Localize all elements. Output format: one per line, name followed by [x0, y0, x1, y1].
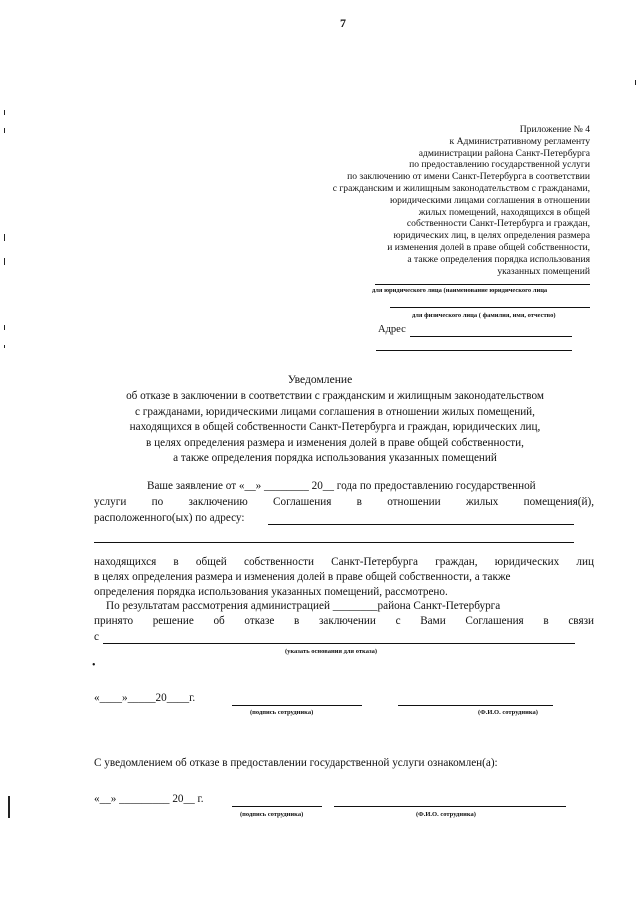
- decision-line: принято решение об отказе в заключении с Вами Соглашения в связи: [94, 615, 594, 627]
- subtitle-line: в целях определения размера и изменения долей в праве общей собственности,: [146, 436, 524, 449]
- administration-line: По результатам рассмотрения администрацией ________района Санкт-Петербурга: [106, 600, 501, 612]
- reason-line[interactable]: [103, 643, 575, 644]
- application-date-line: Ваше заявление от «__» ________ 20__ года по предоставлению государственной: [147, 480, 536, 492]
- annex-line: жилых помещений, находящихся в общей: [418, 206, 590, 218]
- annex-block: [260, 124, 590, 277]
- subtitle-line: а также определения порядка использования указанных помещений: [173, 452, 497, 465]
- fio-caption-1: (Ф.И.О. сотрудника): [478, 709, 538, 716]
- dot-mark: •: [92, 660, 96, 671]
- annex-line: по предоставлению государственной услуги: [409, 159, 590, 171]
- document-title: Уведомление: [287, 373, 353, 386]
- annex-line: администрации района Санкт-Петербурга: [418, 147, 590, 159]
- scan-mark: [4, 325, 5, 330]
- scan-mark: [4, 128, 5, 133]
- signature-caption-2: (подпись сотрудника): [240, 811, 304, 818]
- annex-line: по заключению от имени Санкт-Петербурга в соответствии: [347, 171, 590, 183]
- signature-date-2: «__» _________ 20__ г.: [94, 793, 204, 805]
- physical-name-line[interactable]: [390, 307, 590, 308]
- scan-mark: [4, 234, 5, 241]
- address-label: Адрес: [378, 324, 406, 335]
- address-line-1[interactable]: [410, 336, 572, 337]
- physical-person-caption: для физического лица ( фамилия, имя, отчество): [412, 312, 556, 319]
- service-line: услуги по заключению Соглашения в отношении жилых помещения(й),: [94, 496, 594, 508]
- subtitle-line: находящихся в общей собственности Санкт-Петербурга и граждан, юридических лиц,: [129, 421, 541, 434]
- purpose-line: в целях определения размера и изменения долей в праве общей собственности, а также: [94, 571, 511, 583]
- reason-prefix: с: [94, 631, 99, 643]
- signature-date-1: «____»_____20____г.: [94, 692, 196, 704]
- subtitle-line: с гражданами, юридическими лицами соглашения в отношении жилых помещений,: [135, 405, 535, 418]
- annex-line: а также определения порядка использования: [407, 253, 590, 265]
- annex-line: юридических лиц, в целях определения размера: [393, 230, 590, 242]
- order-line: определения порядка использования указанных помещений, рассмотрено.: [94, 586, 448, 598]
- annex-line: собственности Санкт-Петербурга и граждан,: [406, 218, 590, 230]
- annex-line: с гражданским и жилищным законодательством с гражданами,: [332, 182, 590, 194]
- signature-line-1[interactable]: [232, 705, 362, 706]
- legal-entity-caption: для юридического лица (наименование юридического лица: [372, 287, 548, 294]
- scan-mark: [635, 80, 636, 85]
- annex-line: указанных помещений: [497, 265, 590, 277]
- legal-name-line[interactable]: [375, 284, 590, 285]
- scan-mark: [4, 110, 5, 115]
- annex-line: юридическими лицами соглашения в отношении: [389, 194, 590, 206]
- address-line-2[interactable]: [376, 350, 572, 351]
- fio-caption-2: (Ф.И.О. сотрудника): [416, 811, 476, 818]
- object-address-line-1[interactable]: [268, 524, 574, 525]
- annex-line: к Административному регламенту: [449, 135, 590, 147]
- fio-line-2[interactable]: [334, 806, 566, 807]
- page-number: 7: [340, 16, 346, 30]
- object-address-line-2[interactable]: [94, 542, 574, 543]
- annex-line: и изменения долей в праве общей собственности,: [387, 241, 590, 253]
- annex-line: Приложение № 4: [519, 124, 590, 135]
- ownership-line: находящихся в общей собственности Санкт-Петербурга граждан, юридических лиц: [94, 556, 594, 568]
- acknowledgement-text: С уведомлением об отказе в предоставлении государственной услуги ознакомлен(а):: [94, 757, 498, 769]
- scan-mark: [4, 258, 5, 265]
- reason-caption: (указать основания для отказа): [285, 648, 377, 655]
- signature-line-2[interactable]: [232, 806, 322, 807]
- subtitle-line: об отказе в заключении в соответствии с гражданским и жилищным законодательством: [126, 390, 544, 402]
- scan-mark: [8, 796, 10, 818]
- signature-caption-1: (подпись сотрудника): [250, 709, 314, 716]
- scan-mark: [4, 345, 5, 348]
- document-subtitle: [90, 389, 580, 467]
- fio-line-1[interactable]: [398, 705, 553, 706]
- address-prompt: расположенного(ых) по адресу:: [94, 512, 245, 524]
